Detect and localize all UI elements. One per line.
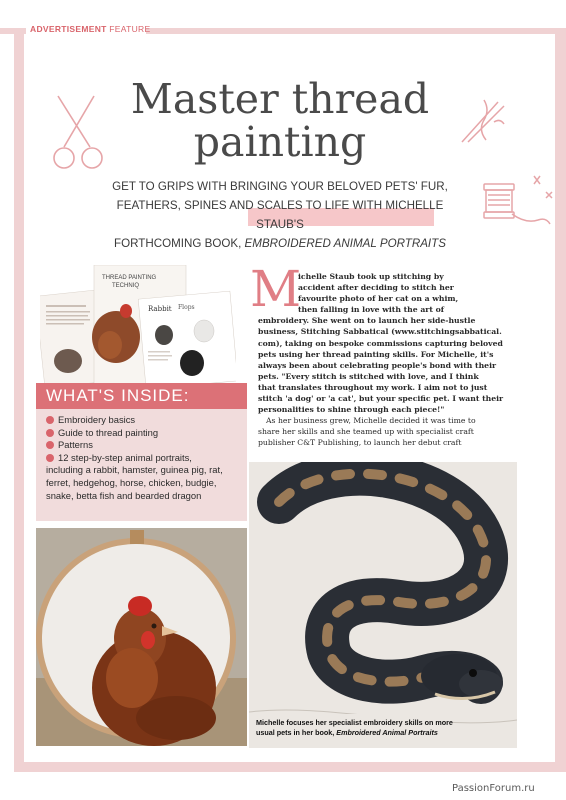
page-title-line-2: painting: [193, 118, 367, 166]
section-label-advertisement: ADVERTISEMENT: [30, 24, 107, 34]
caption-line-2: [256, 728, 516, 738]
watermark: PassionForum.ru: [452, 783, 535, 794]
page-title: [100, 75, 460, 166]
bullet-icon: [46, 429, 54, 437]
book-page-heading-2: TECHNIQ: [112, 283, 139, 289]
article-line: ichelle Staub took up stitching by: [298, 272, 444, 281]
list-item: [46, 439, 241, 452]
book-page-heading-1: THREAD PAINTING: [102, 275, 157, 281]
page-frame-bottom: [14, 762, 566, 772]
bullet-icon: [46, 454, 54, 462]
article-line: favourite photo of her cat on a whim,: [298, 294, 459, 304]
standfirst: [110, 177, 450, 253]
article-line: business, Stitching Sabbatical (www.stitchingsabbatical.: [258, 327, 502, 337]
book-rabbit-heading: Rabbit: [148, 305, 172, 313]
snake-embroidery-photo: [249, 462, 517, 748]
article-paragraph-2: [258, 415, 540, 448]
article-line: then falling in love with the art of: [298, 305, 445, 315]
article-line: stitch 'a dog' or 'a cat', but your specific pet. I want their: [258, 394, 504, 404]
caption-book-title: Embroidered Animal Portraits: [336, 728, 438, 737]
bullet-icon: [46, 441, 54, 449]
article-paragraph-1: [258, 271, 540, 415]
whats-inside-heading: WHAT'S INSIDE:: [36, 383, 247, 409]
book-flops-heading: Flops: [178, 304, 195, 311]
standfirst-book-title: EMBROIDERED ANIMAL PORTRAITS: [244, 237, 446, 250]
article-line: embroidery. She went on to launch her side-hustle: [258, 316, 476, 326]
list-item: [46, 414, 241, 427]
page-frame-right: [555, 30, 566, 772]
article-line: com), taking on bespoke commissions capturing beloved: [258, 338, 503, 348]
hen-embroidery-photo: [36, 528, 247, 746]
standfirst-line-1: GET TO GRIPS WITH BRINGING YOUR BELOVED PETS' FUR,: [112, 180, 448, 193]
list-item-label: Embroidery basics: [58, 414, 136, 425]
standfirst-line-3: [110, 234, 450, 253]
article-line: pets. "Every stitch is stitched with love, and I think: [258, 371, 479, 381]
caption-line-2-text: usual pets in her book,: [256, 728, 337, 737]
list-item-label: 12 step-by-step animal portraits,: [58, 451, 192, 463]
page-frame-left: [14, 30, 24, 772]
list-item-continuation: ferret, hedgehog, horse, chicken, budgie,: [46, 476, 217, 488]
photo-caption: [256, 718, 516, 738]
section-label-feature: FEATURE: [106, 24, 151, 34]
article-body: [258, 271, 540, 449]
article-line: that translates throughout my work. I aim not to just: [258, 382, 488, 392]
article-line: As her business grew, Michelle decided it was time to: [266, 416, 476, 426]
drop-cap: M: [250, 260, 302, 318]
list-item-label: Patterns: [58, 439, 93, 451]
article-line: accident after deciding to stitch her: [298, 283, 454, 293]
caption-line-1: Michelle focuses her specialist embroidery skills on more: [256, 718, 453, 727]
article-line: personalities to shine through each piece!": [258, 405, 445, 415]
book-spread-image: [40, 265, 236, 385]
list-item: [46, 452, 241, 465]
article-line: share her skills and she teamed up with specialist craft: [258, 427, 474, 437]
article-line: always been about celebrating people's bond with their: [258, 360, 497, 370]
article-line: publisher C&T Publishing, to launch her debut craft: [258, 438, 462, 448]
list-item-label: Guide to thread painting: [58, 426, 159, 438]
page-title-line-1: Master thread: [130, 75, 430, 123]
thread-spool-icon: [474, 170, 558, 250]
standfirst-line-3-text: FORTHCOMING BOOK,: [114, 237, 245, 250]
whats-inside-list: [46, 414, 241, 502]
list-item: [46, 427, 241, 440]
section-label: [30, 24, 150, 34]
article-line: pets using her thread painting skills. For Michelle, it's: [258, 349, 494, 359]
standfirst-line-2: FEATHERS, SPINES AND SCALES TO LIFE WITH MICHELLE STAUB'S: [116, 199, 444, 231]
top-rule-right: [146, 28, 566, 34]
bullet-icon: [46, 416, 54, 424]
list-item-continuation: including a rabbit, hamster, guinea pig, rat,: [46, 464, 223, 476]
list-item-continuation: snake, betta fish and bearded dragon: [46, 489, 202, 501]
needles-icon: [454, 96, 510, 146]
